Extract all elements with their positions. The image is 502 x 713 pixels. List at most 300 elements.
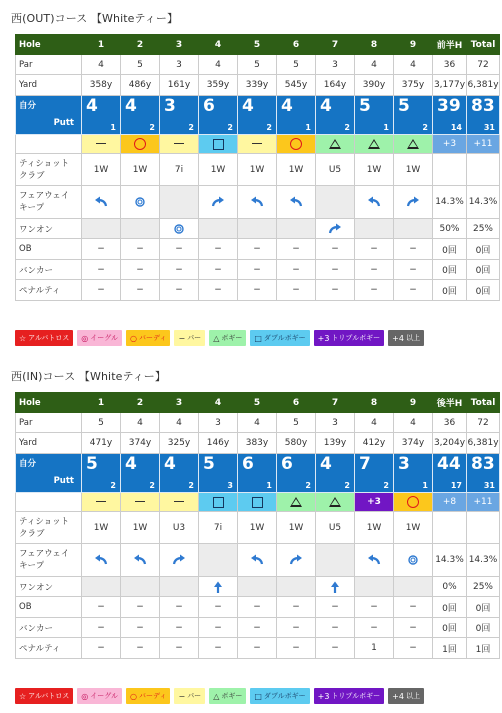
result-par [160, 493, 199, 512]
bunker-cell: − [238, 618, 277, 638]
result-bogey [394, 135, 433, 154]
ob-half: 0回 [433, 239, 467, 260]
bogey-icon: △ [213, 691, 220, 701]
tee-club-cell: 1W [277, 512, 316, 544]
arrow-right-icon [172, 556, 186, 566]
score-half [433, 96, 467, 135]
ob-label: OB [16, 239, 82, 260]
hole-number: 7 [316, 393, 355, 413]
yard-cell: 375y [394, 75, 433, 96]
circle-icon [134, 138, 146, 150]
ob-cell: − [277, 239, 316, 260]
par-cell: 5 [121, 55, 160, 75]
yard-cell: 383y [238, 433, 277, 454]
bogey-icon: △ [213, 333, 220, 343]
par-row [16, 55, 500, 75]
hole-number: 4 [199, 35, 238, 55]
arrow-right-icon [289, 556, 303, 566]
penalty-cell: − [82, 638, 121, 659]
ob-cell: − [355, 239, 394, 260]
par-cell: 4 [82, 55, 121, 75]
yard-cell: 358y [82, 75, 121, 96]
tee-club-cell: 1W [355, 512, 394, 544]
par-cell: 4 [394, 55, 433, 75]
score-cell[interactable] [355, 454, 394, 493]
fairway-cell [82, 544, 121, 577]
score-cell[interactable] [316, 96, 355, 135]
legend-birdie [126, 688, 170, 704]
stroke-count: 4 [320, 454, 332, 474]
legend-bogey [209, 688, 246, 704]
legend-label: アルバトロス [28, 334, 70, 342]
bunker-cell: − [355, 260, 394, 280]
penalty-cell: − [121, 638, 160, 659]
putt-count: 1 [305, 123, 311, 132]
albatross-icon: ☆ [19, 333, 27, 343]
fairway-cell [160, 544, 199, 577]
birdie-icon: ○ [130, 333, 138, 343]
stroke-count: 7 [359, 454, 371, 474]
hole-number: 6 [277, 35, 316, 55]
one-on-cell [277, 577, 316, 597]
ob-half: 0回 [433, 597, 467, 618]
arrow-up-icon [328, 582, 342, 592]
score-total [467, 96, 500, 135]
score-cell[interactable] [121, 96, 160, 135]
hole-header-row [16, 393, 500, 413]
yard-cell: 139y [316, 433, 355, 454]
arrow-right-icon [328, 224, 342, 234]
stroke-count: 4 [125, 454, 137, 474]
hole-number: 2 [121, 393, 160, 413]
square-icon [213, 497, 224, 508]
yard-cell: 161y [160, 75, 199, 96]
circle-icon [407, 496, 419, 508]
tee-club-row [16, 154, 500, 186]
hole-number: 8 [355, 35, 394, 55]
penalty-total: 1回 [467, 638, 500, 659]
score-cell[interactable] [316, 454, 355, 493]
legend-double [250, 330, 309, 346]
yard-label: Yard [16, 433, 82, 454]
legend-label: ボギー [221, 692, 243, 700]
yard-row [16, 433, 500, 454]
arrow-left-icon [250, 198, 264, 208]
yard-half: 3,177y [433, 75, 467, 96]
score-row [16, 454, 500, 493]
ob-cell: − [316, 239, 355, 260]
yard-cell: 325y [160, 433, 199, 454]
stroke-count: 39 [437, 96, 461, 116]
yard-half: 3,204y [433, 433, 467, 454]
bunker-total: 0回 [467, 260, 500, 280]
fairway-label: フェアウェイ キープ [16, 186, 82, 219]
ob-cell: − [160, 597, 199, 618]
one-on-cell [277, 219, 316, 239]
stroke-count: 83 [471, 454, 495, 474]
arrow-left-icon [250, 556, 264, 566]
stroke-count: 4 [281, 96, 293, 116]
par-cell: 5 [82, 413, 121, 433]
fairway-cell-na [160, 186, 199, 219]
target-icon [172, 224, 186, 234]
yard-cell: 339y [238, 75, 277, 96]
hole-number: 5 [238, 35, 277, 55]
score-cell[interactable] [394, 96, 433, 135]
penalty-cell: − [394, 280, 433, 301]
putt-count: 2 [422, 123, 428, 132]
legend-eagle [77, 330, 122, 346]
one-on-cell [238, 577, 277, 597]
legend-par [174, 330, 205, 346]
tee-club-cell: 1W [238, 512, 277, 544]
putt-count: 2 [344, 481, 350, 490]
penalty-cell: − [199, 638, 238, 659]
double-icon: □ [254, 333, 262, 343]
score-cell[interactable] [394, 454, 433, 493]
yard-cell: 374y [394, 433, 433, 454]
tee-club-cell: U5 [316, 512, 355, 544]
one-on-total: 25% [467, 577, 500, 597]
yard-total: 6,381y [467, 75, 500, 96]
legend-triple [314, 330, 385, 346]
legend-bogey [209, 330, 246, 346]
tee-total [467, 154, 500, 186]
par-total: 72 [467, 413, 500, 433]
putt-count: 2 [188, 481, 194, 490]
score-label [16, 454, 82, 493]
tee-total [467, 512, 500, 544]
result-total: +11 [467, 493, 500, 512]
legend-label: トリプルボギー [331, 334, 381, 342]
one-on-cell [121, 577, 160, 597]
putt-count: 1 [266, 481, 272, 490]
score-cell[interactable] [82, 454, 121, 493]
par-cell: 4 [355, 55, 394, 75]
ob-row [16, 239, 500, 260]
arrow-left-icon [94, 556, 108, 566]
score-cell[interactable] [238, 454, 277, 493]
penalty-total: 0回 [467, 280, 500, 301]
hole-number: 6 [277, 393, 316, 413]
stroke-count: 6 [242, 454, 254, 474]
result-double-bogey [199, 493, 238, 512]
bunker-cell: − [121, 618, 160, 638]
one-on-half: 50% [433, 219, 467, 239]
circle-icon [290, 138, 302, 150]
result-birdie [121, 135, 160, 154]
target-icon [133, 198, 147, 208]
total-header: Total [467, 393, 500, 413]
stroke-count: 6 [203, 96, 215, 116]
one-on-cell [199, 577, 238, 597]
result-par [160, 135, 199, 154]
stroke-count: 5 [359, 96, 371, 116]
penalty-cell: − [277, 280, 316, 301]
ob-cell: − [394, 239, 433, 260]
putt-count: 1 [383, 123, 389, 132]
tee-club-cell: 1W [277, 154, 316, 186]
result-triple-bogey [355, 493, 394, 512]
putt-count: 2 [188, 123, 194, 132]
result-label [16, 135, 82, 154]
dash-icon [252, 143, 262, 145]
penalty-cell: − [394, 638, 433, 659]
penalty-cell: − [238, 280, 277, 301]
one-on-cell [160, 219, 199, 239]
yard-cell: 390y [355, 75, 394, 96]
ob-cell: − [160, 239, 199, 260]
result-row [16, 135, 500, 154]
one-on-cell [82, 219, 121, 239]
bunker-cell: − [316, 618, 355, 638]
fairway-cell [238, 186, 277, 219]
tee-club-cell: 1W [355, 154, 394, 186]
penalty-row [16, 638, 500, 659]
legend-label: ダブルボギー [263, 692, 306, 700]
one-on-row [16, 219, 500, 239]
one-on-cell [316, 577, 355, 597]
hole-number: 2 [121, 35, 160, 55]
putt-count: 2 [266, 123, 272, 132]
stroke-count: 83 [471, 96, 495, 116]
arrow-right-icon [406, 198, 420, 208]
legend-label: アルバトロス [28, 692, 70, 700]
yard-cell: 545y [277, 75, 316, 96]
fairway-cell [355, 186, 394, 219]
legend-label: 以上 [405, 692, 420, 700]
tee-club-row [16, 512, 500, 544]
yard-row [16, 75, 500, 96]
dash-icon [96, 501, 106, 503]
result-birdie [394, 493, 433, 512]
score-row [16, 96, 500, 135]
score-cell[interactable] [355, 96, 394, 135]
hole-label: Hole [16, 35, 82, 55]
ob-row [16, 597, 500, 618]
putt-count: 1 [110, 123, 116, 132]
yard-cell: 486y [121, 75, 160, 96]
eagle-icon: ◎ [81, 333, 89, 343]
result-bogey [316, 135, 355, 154]
score-cell[interactable] [238, 96, 277, 135]
tee-club-cell: 7i [199, 512, 238, 544]
ob-cell: − [238, 597, 277, 618]
ob-label: OB [16, 597, 82, 618]
hole-number: 1 [82, 393, 121, 413]
legend-label: バーディ [139, 334, 167, 342]
fairway-total: 14.3% [467, 544, 500, 577]
hole-number: 4 [199, 393, 238, 413]
one-on-cell [238, 219, 277, 239]
stroke-count: 6 [281, 454, 293, 474]
result-par [82, 135, 121, 154]
arrow-left-icon [133, 556, 147, 566]
score-cell[interactable] [199, 96, 238, 135]
stroke-count: 4 [164, 454, 176, 474]
par-cell: 5 [277, 413, 316, 433]
fairway-cell [238, 544, 277, 577]
hole-number: 8 [355, 393, 394, 413]
arrow-left-icon [289, 198, 303, 208]
bunker-row [16, 618, 500, 638]
yard-label: Yard [16, 75, 82, 96]
one-on-cell [121, 219, 160, 239]
score-cell[interactable] [199, 454, 238, 493]
hole-number: 9 [394, 35, 433, 55]
legend-label: パー [187, 334, 202, 342]
bunker-cell: − [121, 260, 160, 280]
in-legend [15, 688, 424, 704]
arrow-up-icon [211, 582, 225, 592]
ob-cell: − [199, 239, 238, 260]
penalty-label: ペナルティ [16, 280, 82, 301]
penalty-cell: − [355, 280, 394, 301]
result-bogey [355, 135, 394, 154]
score-cell[interactable] [277, 96, 316, 135]
penalty-row [16, 280, 500, 301]
par-cell: 4 [355, 413, 394, 433]
arrow-left-icon [367, 198, 381, 208]
bunker-cell: − [238, 260, 277, 280]
score-cell[interactable] [160, 454, 199, 493]
ob-total: 0回 [467, 597, 500, 618]
legend-albatross [15, 330, 73, 346]
quad-icon: +4 [392, 333, 404, 343]
bunker-cell: − [277, 260, 316, 280]
triangle-icon [407, 139, 419, 149]
result-bogey [277, 493, 316, 512]
score-cell[interactable] [82, 96, 121, 135]
penalty-label: ペナルティ [16, 638, 82, 659]
yard-cell: 471y [82, 433, 121, 454]
yard-cell: 164y [316, 75, 355, 96]
fairway-cell [394, 186, 433, 219]
result-label [16, 493, 82, 512]
penalty-cell: − [277, 638, 316, 659]
one-on-cell [394, 219, 433, 239]
ob-cell: − [82, 597, 121, 618]
fairway-cell [277, 186, 316, 219]
legend-label: ダブルボギー [263, 334, 306, 342]
result-par [121, 493, 160, 512]
putt-count: 31 [483, 481, 495, 490]
in-course-title: 西(IN)コース 【Whiteティー】 [11, 370, 167, 383]
legend-quad [388, 688, 424, 704]
par-cell: 3 [316, 55, 355, 75]
tee-club-cell: 1W [82, 512, 121, 544]
bunker-half: 0回 [433, 260, 467, 280]
par-cell: 5 [277, 55, 316, 75]
fairway-cell [82, 186, 121, 219]
fairway-row [16, 186, 500, 219]
fairway-cell [277, 544, 316, 577]
square-icon [252, 497, 263, 508]
penalty-half: 0回 [433, 280, 467, 301]
tee-half [433, 154, 467, 186]
putt-count: 2 [149, 123, 155, 132]
hole-label: Hole [16, 393, 82, 413]
in-scorecard-table [15, 392, 500, 659]
result-double-bogey [238, 493, 277, 512]
penalty-cell: − [238, 638, 277, 659]
ob-cell: − [238, 239, 277, 260]
one-on-cell [316, 219, 355, 239]
result-bogey [316, 493, 355, 512]
triple-icon: +3 [317, 333, 330, 343]
square-icon [213, 139, 224, 150]
hole-number: 9 [394, 393, 433, 413]
triangle-icon [368, 139, 380, 149]
par-icon: − [178, 691, 186, 701]
one-on-row [16, 577, 500, 597]
target-icon [406, 556, 420, 566]
triangle-icon [290, 497, 302, 507]
legend-label: 以上 [405, 334, 420, 342]
bunker-cell: − [199, 618, 238, 638]
stroke-count: 4 [242, 96, 254, 116]
tee-club-cell: 1W [121, 512, 160, 544]
score-label [16, 96, 82, 135]
one-on-label: ワンオン [16, 219, 82, 239]
hole-number: 5 [238, 393, 277, 413]
bunker-label: バンカー [16, 260, 82, 280]
par-half: 36 [433, 413, 467, 433]
one-on-total: 25% [467, 219, 500, 239]
fairway-cell-na [316, 186, 355, 219]
penalty-cell: − [121, 280, 160, 301]
par-cell: 3 [160, 55, 199, 75]
score-cell[interactable] [160, 96, 199, 135]
stroke-count: 4 [320, 96, 332, 116]
legend-label: パー [187, 692, 202, 700]
legend-label: イーグル [90, 692, 119, 700]
legend-par [174, 688, 205, 704]
penalty-cell: − [316, 638, 355, 659]
putt-count: 2 [344, 123, 350, 132]
stroke-count: 5 [203, 454, 215, 474]
score-cell[interactable] [277, 454, 316, 493]
dash-icon [174, 143, 184, 145]
penalty-cell: − [160, 280, 199, 301]
putt-count: 14 [450, 123, 462, 132]
score-cell[interactable] [121, 454, 160, 493]
tee-label: ティショット クラブ [16, 512, 82, 544]
one-on-cell [355, 577, 394, 597]
legend-label: バーディ [139, 692, 167, 700]
fairway-cell [355, 544, 394, 577]
result-birdie [277, 135, 316, 154]
triple-text: +3 [367, 497, 381, 507]
bunker-cell: − [160, 618, 199, 638]
one-on-cell [160, 577, 199, 597]
par-cell: 3 [199, 413, 238, 433]
par-label: Par [16, 413, 82, 433]
fairway-label: フェアウェイ キープ [16, 544, 82, 577]
result-total: +11 [467, 135, 500, 154]
birdie-icon: ○ [130, 691, 138, 701]
legend-albatross [15, 688, 73, 704]
out-scorecard-table [15, 34, 500, 301]
penalty-cell: − [160, 638, 199, 659]
double-icon: □ [254, 691, 262, 701]
yard-cell: 580y [277, 433, 316, 454]
self-label: 自分 [19, 101, 37, 111]
fairway-row [16, 544, 500, 577]
putt-count: 2 [149, 481, 155, 490]
par-cell: 5 [238, 55, 277, 75]
score-total [467, 454, 500, 493]
